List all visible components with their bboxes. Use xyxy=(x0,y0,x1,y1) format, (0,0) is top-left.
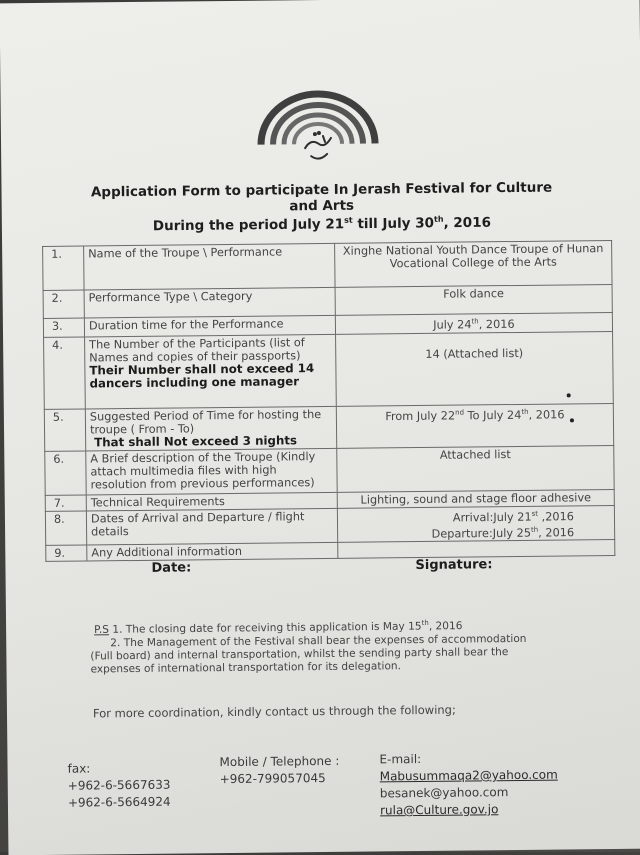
field-label: A Brief description of the Troupe (Kindly attach multimedia files with high resolution from previous performances) xyxy=(86,448,337,495)
jerash-festival-logo xyxy=(252,85,383,166)
field-label: The Number of the Participants (list of Names and copies of their passports) Their Number shall not exceed 14 dancers including one manager xyxy=(85,334,337,409)
email-block xyxy=(379,750,558,820)
signature-label: Signature: xyxy=(415,557,493,574)
field-value: Xinghe National Youth Dance Troupe of Hunan Vocational College of the Arts xyxy=(335,240,612,287)
row-number: 8. xyxy=(45,511,86,546)
ink-dot xyxy=(570,418,574,422)
field-value: 14 (Attached list) xyxy=(336,331,614,406)
email-label: E-mail: xyxy=(379,752,422,767)
row-number: 5. xyxy=(44,409,85,451)
more-coordination-text: For more coordination, kindly contact us through the following; xyxy=(92,702,456,721)
field-label: Name of the Troupe \ Performance xyxy=(84,243,335,290)
row-number: 2. xyxy=(43,290,84,318)
field-label: Dates of Arrival and Departure / flight details xyxy=(86,508,337,545)
application-form-table xyxy=(42,240,615,562)
field-label: Duration time for the Performance xyxy=(84,315,335,336)
field-value: Arrival:July 21st ,2016 Departure:July 25th, 2016 xyxy=(337,505,614,542)
table-row xyxy=(44,403,613,451)
postscript-notes: P.S 1. The closing date for receiving this application is May 15th, 2016 2. The Management of the Festival shall bear the expenses of accommodation (Full board) and internal transportation, whilst the sending party shall bear the expenses of international transportation for its delegation. xyxy=(94,616,545,676)
ink-dot xyxy=(567,393,571,397)
row-number: 6. xyxy=(45,451,86,495)
ps-note-2: 2. The Management of the Festival shall bear the expenses of accommodation (Full board) and internal transportation, whilst the sending party shall bear the expenses of international transportation for its delegation. xyxy=(90,632,527,675)
form-title-line1: Application Form to participate In Jerash Festival for Culture xyxy=(90,179,553,201)
field-label: Any Additional information xyxy=(87,543,338,562)
field-label: Suggested Period of Time for hosting the troupe ( From - To) That shall Not exceed 3 nights xyxy=(85,406,336,451)
field-label: Technical Requirements xyxy=(86,492,337,511)
form-period: During the period July 21st till July 30th, 2016 xyxy=(152,214,492,235)
field-label: Performance Type \ Category xyxy=(84,287,335,318)
email-link[interactable]: Mabusummaqa2@yahoo.com xyxy=(379,767,558,784)
email-link[interactable]: rula@Culture.gov.jo xyxy=(379,802,499,818)
fax-label: fax: xyxy=(67,761,91,776)
field-value xyxy=(338,540,615,559)
field-value: Lighting, sound and stage floor adhesive xyxy=(337,489,614,508)
table-row xyxy=(45,445,614,495)
form-title-line2: and Arts xyxy=(289,197,355,215)
row-number: 4. xyxy=(44,337,86,409)
participants-limit-note: Their Number shall not exceed 14 dancers including one manager xyxy=(89,360,315,391)
fax-number: +962-6-5664924 xyxy=(67,794,171,810)
table-row xyxy=(44,331,614,409)
field-value: Attached list xyxy=(337,445,614,492)
field-value: Folk dance xyxy=(335,284,612,315)
mobile-block xyxy=(219,753,339,788)
nights-limit-note: That shall Not exceed 3 nights xyxy=(94,433,298,450)
row-number: 7. xyxy=(45,495,86,511)
email-address[interactable]: besanek@yahoo.com xyxy=(379,785,509,801)
row-number: 9. xyxy=(46,545,87,561)
mobile-number: +962-799057045 xyxy=(219,771,326,787)
table-row xyxy=(43,240,612,290)
row-number: 3. xyxy=(43,318,84,337)
mobile-label: Mobile / Telephone : xyxy=(219,753,340,770)
fax-block xyxy=(67,760,170,812)
fax-number: +962-6-5667633 xyxy=(67,777,171,793)
field-value: July 24th, 2016 xyxy=(335,312,612,334)
row-number: 1. xyxy=(43,246,84,290)
date-label: Date: xyxy=(151,560,192,576)
ps-tag: P.S xyxy=(94,623,110,636)
field-value: From July 22nd To July 24th, 2016 xyxy=(336,403,613,448)
table-row xyxy=(45,505,614,545)
